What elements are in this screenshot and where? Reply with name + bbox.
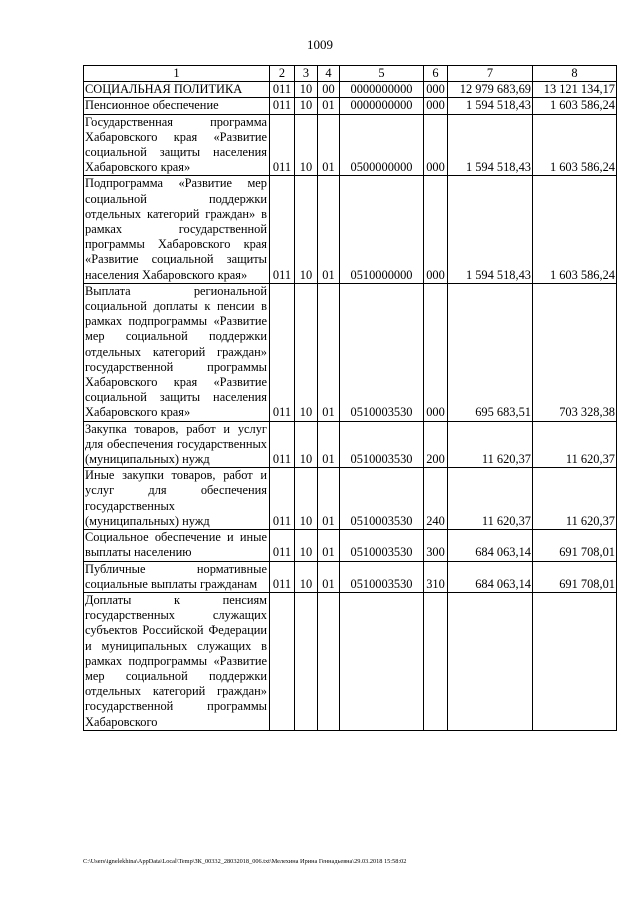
- row-name: Доплаты к пенсиям государственных служащих субъектов Российской Федерации и муниципальных служащих в рамках подпрограммы «Развитие мер социальной поддержки отдельных категорий граждан» государственной программы Хабаровского: [84, 592, 270, 730]
- cell-code: 011: [270, 530, 295, 561]
- cell-target: 0510003530: [340, 468, 424, 530]
- cell-code: 011: [270, 561, 295, 592]
- table-row: [84, 176, 617, 283]
- cell-subsection: 01: [318, 468, 340, 530]
- cell-code: [270, 592, 295, 730]
- cell-amount-1: 684 063,14: [448, 530, 533, 561]
- cell-amount-2: [533, 592, 617, 730]
- column-header: 2: [270, 66, 295, 82]
- cell-type: 000: [424, 114, 448, 176]
- budget-table: [83, 65, 617, 731]
- column-header: 7: [448, 66, 533, 82]
- cell-type: [424, 592, 448, 730]
- row-name: Пенсионное обеспечение: [84, 98, 270, 114]
- cell-amount-1: 12 979 683,69: [448, 82, 533, 98]
- cell-amount-1: 11 620,37: [448, 468, 533, 530]
- table-row: [84, 283, 617, 421]
- column-header: 3: [295, 66, 318, 82]
- column-header: 8: [533, 66, 617, 82]
- cell-code: 011: [270, 98, 295, 114]
- cell-amount-2: 13 121 134,17: [533, 82, 617, 98]
- cell-target: 0500000000: [340, 114, 424, 176]
- cell-target: 0000000000: [340, 82, 424, 98]
- cell-code: 011: [270, 421, 295, 468]
- cell-amount-2: 691 708,01: [533, 561, 617, 592]
- cell-section: 10: [295, 561, 318, 592]
- column-header: 1: [84, 66, 270, 82]
- cell-code: 011: [270, 114, 295, 176]
- cell-amount-1: 695 683,51: [448, 283, 533, 421]
- cell-type: 240: [424, 468, 448, 530]
- cell-code: 011: [270, 176, 295, 283]
- cell-subsection: [318, 592, 340, 730]
- cell-amount-1: [448, 592, 533, 730]
- table-header-row: [84, 66, 617, 82]
- cell-amount-2: 1 603 586,24: [533, 98, 617, 114]
- cell-section: 10: [295, 98, 318, 114]
- cell-target: 0510003530: [340, 421, 424, 468]
- column-header: 5: [340, 66, 424, 82]
- row-name: СОЦИАЛЬНАЯ ПОЛИТИКА: [84, 82, 270, 98]
- cell-amount-1: 684 063,14: [448, 561, 533, 592]
- cell-code: 011: [270, 468, 295, 530]
- cell-type: 300: [424, 530, 448, 561]
- cell-type: 000: [424, 98, 448, 114]
- cell-subsection: 01: [318, 98, 340, 114]
- cell-section: 10: [295, 468, 318, 530]
- column-header: 6: [424, 66, 448, 82]
- cell-amount-1: 1 594 518,43: [448, 114, 533, 176]
- page-number: 1009: [307, 37, 333, 52]
- cell-amount-2: 1 603 586,24: [533, 114, 617, 176]
- table-row: [84, 82, 617, 98]
- cell-section: 10: [295, 114, 318, 176]
- cell-section: 10: [295, 82, 318, 98]
- cell-amount-2: 703 328,38: [533, 283, 617, 421]
- cell-type: 000: [424, 82, 448, 98]
- cell-amount-1: 11 620,37: [448, 421, 533, 468]
- cell-type: 000: [424, 176, 448, 283]
- cell-target: 0510000000: [340, 176, 424, 283]
- file-path-footer: C:\Users\ignelekhina\AppData\Local\Temp\ЗК_00332_28032018_006.txt\Мелехина Ирина Геннадьевна\29.03.2018 15:58:02: [83, 858, 407, 865]
- cell-amount-2: 691 708,01: [533, 530, 617, 561]
- cell-amount-1: 1 594 518,43: [448, 176, 533, 283]
- cell-type: 000: [424, 283, 448, 421]
- cell-target: [340, 592, 424, 730]
- table-row: [84, 592, 617, 730]
- cell-subsection: 01: [318, 561, 340, 592]
- cell-target: 0000000000: [340, 98, 424, 114]
- table-row: [84, 468, 617, 530]
- table-row: [84, 114, 617, 176]
- cell-amount-2: 11 620,37: [533, 468, 617, 530]
- cell-subsection: 00: [318, 82, 340, 98]
- cell-target: 0510003530: [340, 561, 424, 592]
- cell-subsection: 01: [318, 176, 340, 283]
- cell-amount-2: 1 603 586,24: [533, 176, 617, 283]
- cell-section: 10: [295, 421, 318, 468]
- row-name: Иные закупки товаров, работ и услуг для обеспечения государственных (муниципальных) нужд: [84, 468, 270, 530]
- cell-amount-2: 11 620,37: [533, 421, 617, 468]
- row-name: Публичные нормативные социальные выплаты гражданам: [84, 561, 270, 592]
- cell-amount-1: 1 594 518,43: [448, 98, 533, 114]
- cell-section: 10: [295, 530, 318, 561]
- cell-section: 10: [295, 283, 318, 421]
- cell-section: [295, 592, 318, 730]
- table-row: [84, 98, 617, 114]
- cell-target: 0510003530: [340, 530, 424, 561]
- row-name: Государственная программа Хабаровского края «Развитие социальной защиты населения Хабаровского края»: [84, 114, 270, 176]
- cell-code: 011: [270, 283, 295, 421]
- table-row: [84, 561, 617, 592]
- cell-section: 10: [295, 176, 318, 283]
- cell-code: 011: [270, 82, 295, 98]
- row-name: Социальное обеспечение и иные выплаты населению: [84, 530, 270, 561]
- row-name: Закупка товаров, работ и услуг для обеспечения государственных (муниципальных) нужд: [84, 421, 270, 468]
- cell-subsection: 01: [318, 283, 340, 421]
- column-header: 4: [318, 66, 340, 82]
- cell-type: 200: [424, 421, 448, 468]
- row-name: Выплата региональной социальной доплаты к пенсии в рамках подпрограммы «Развитие мер социальной поддержки отдельных категорий граждан» государственной программы Хабаровского края «Развитие социальной защиты населения Хабаровского края»: [84, 283, 270, 421]
- cell-target: 0510003530: [340, 283, 424, 421]
- cell-subsection: 01: [318, 114, 340, 176]
- cell-subsection: 01: [318, 421, 340, 468]
- cell-type: 310: [424, 561, 448, 592]
- row-name: Подпрограмма «Развитие мер социальной поддержки отдельных категорий граждан» в рамках государственной программы Хабаровского края «Развитие социальной защиты населения Хабаровского края»: [84, 176, 270, 283]
- table-row: [84, 530, 617, 561]
- table-row: [84, 421, 617, 468]
- cell-subsection: 01: [318, 530, 340, 561]
